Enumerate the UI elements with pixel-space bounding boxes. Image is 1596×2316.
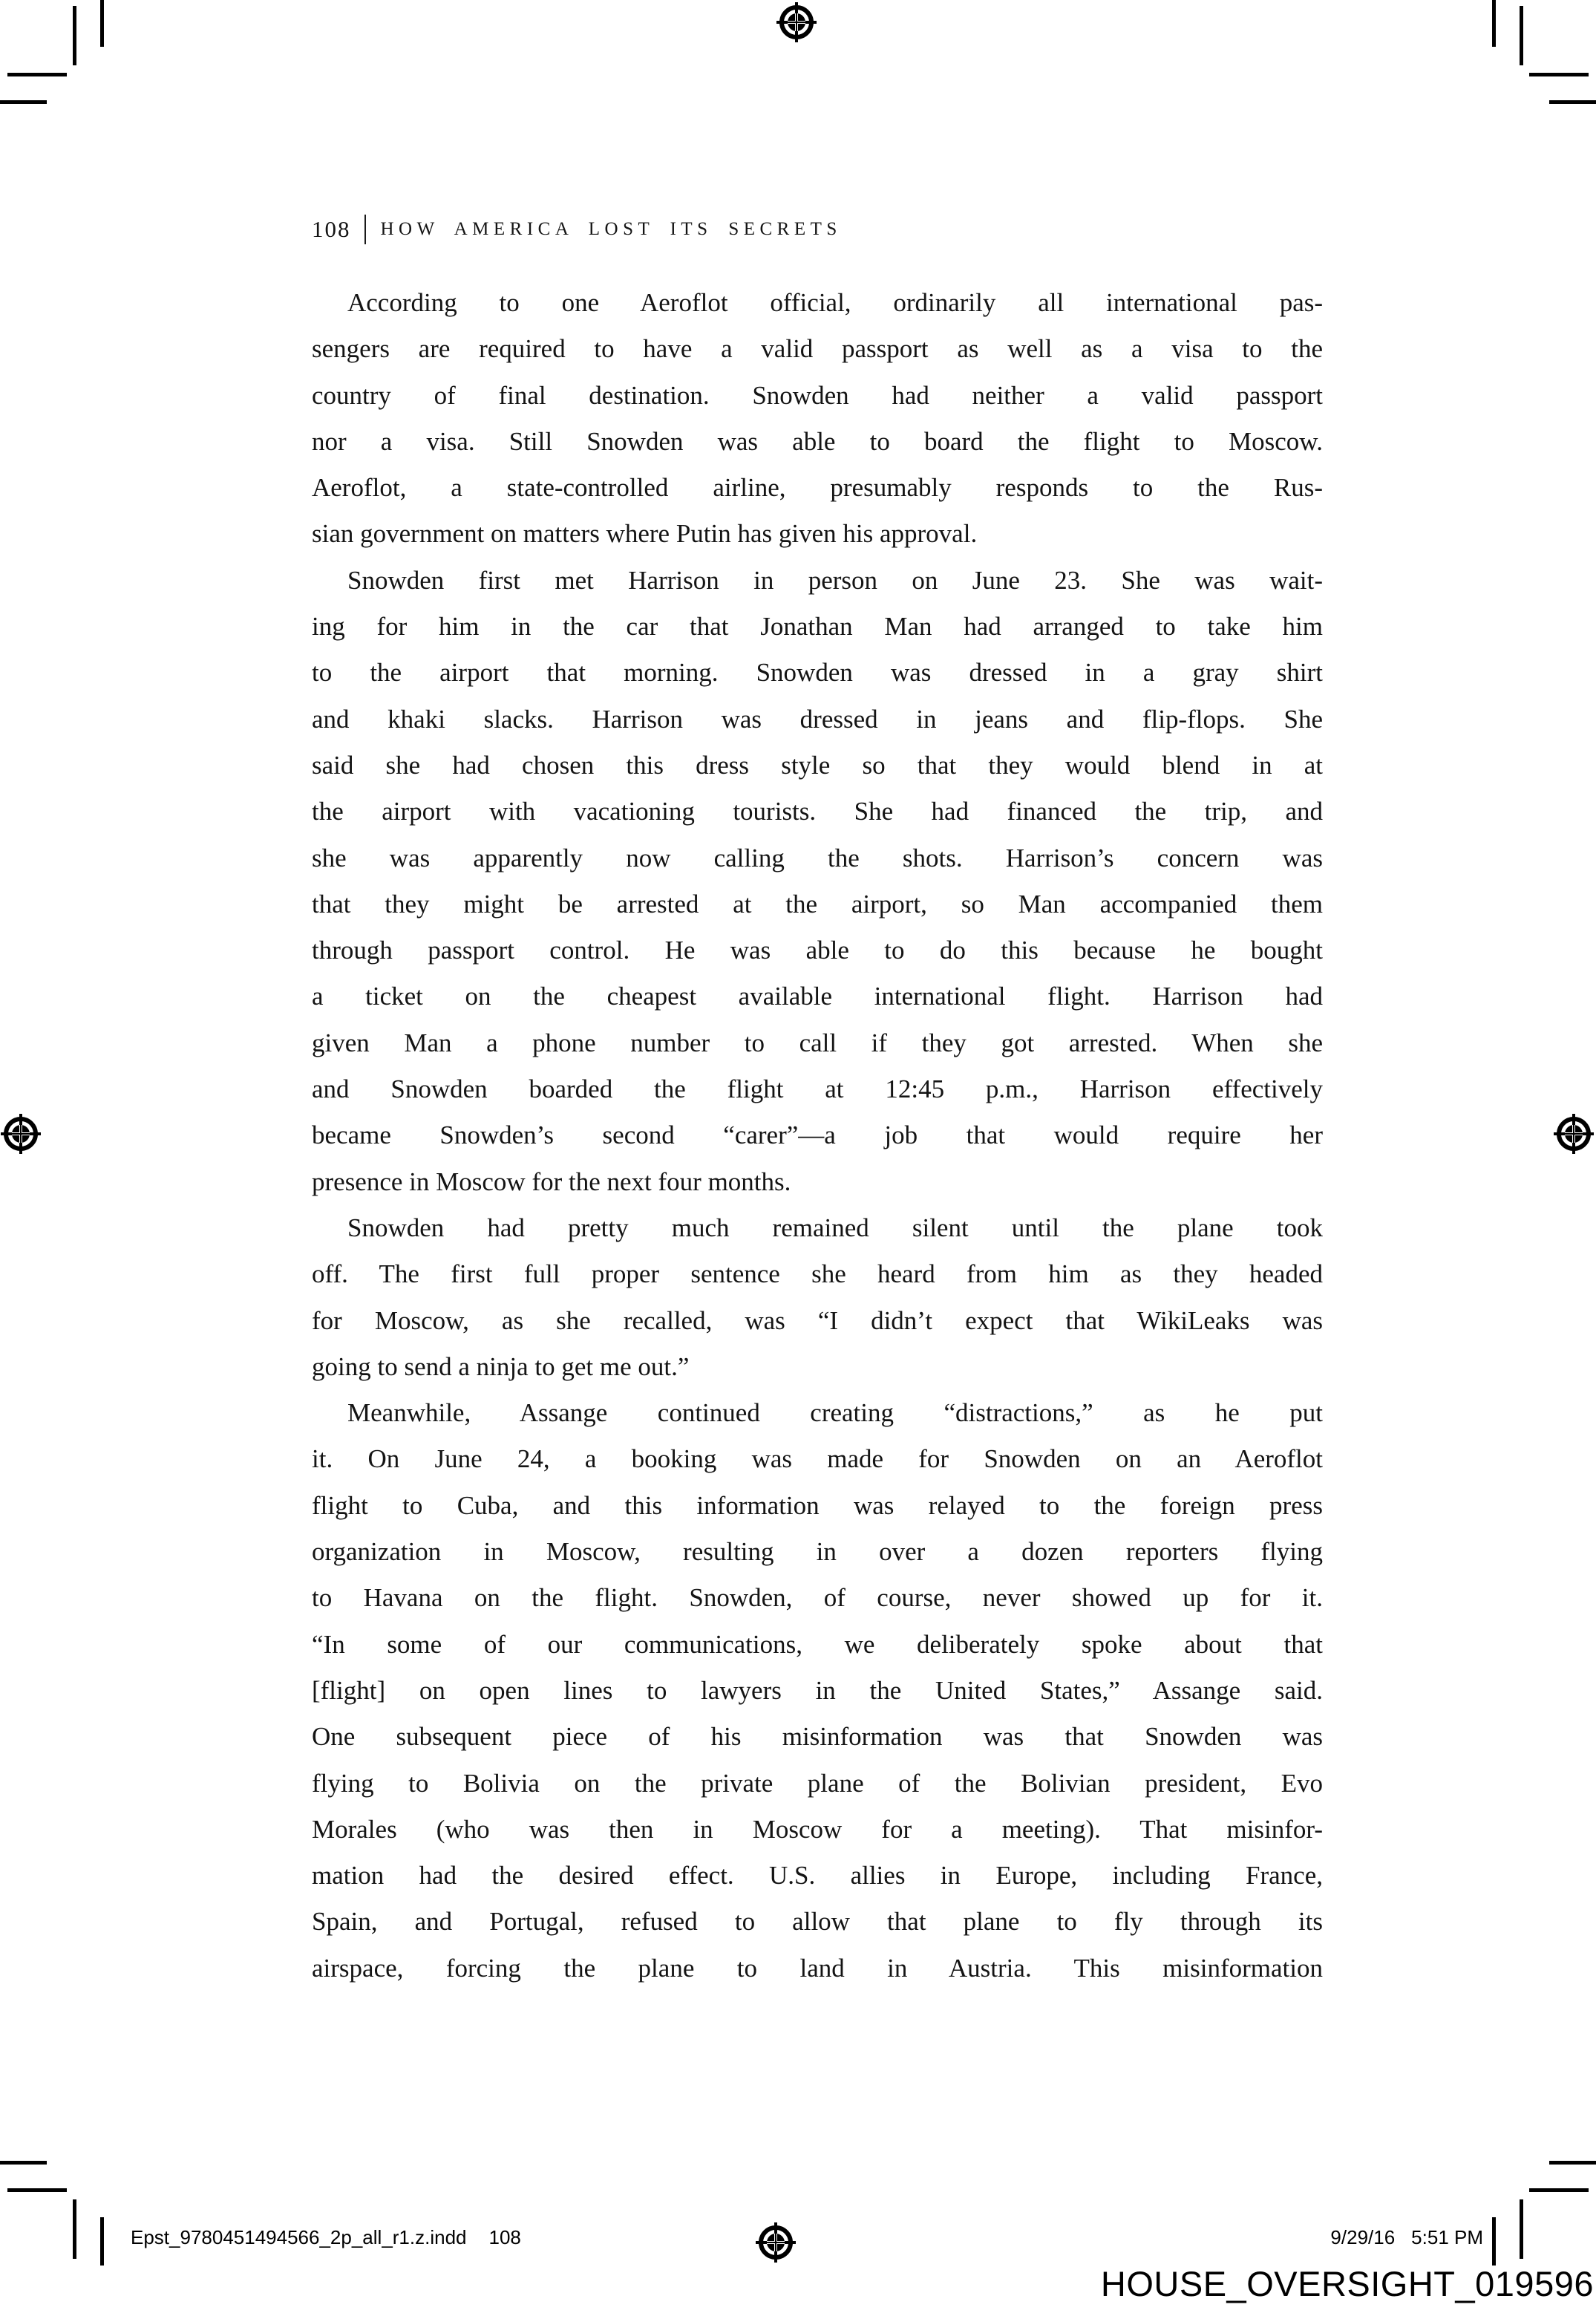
crop-mark — [0, 2161, 47, 2165]
crop-mark — [1520, 2199, 1523, 2259]
footer-date: 9/29/16 — [1330, 2226, 1396, 2248]
body-text — [312, 280, 1323, 1992]
text-line: off. The first full proper sentence she heard from him as they headed — [312, 1259, 1323, 1289]
text-line: Snowden first met Harrison in person on June 23. She was wait- — [347, 565, 1323, 595]
crop-mark — [73, 6, 76, 65]
text-line: According to one Aeroflot official, ordinarily all international pas- — [347, 288, 1323, 317]
registration-mark-icon — [774, 0, 819, 45]
text-line: a ticket on the cheapest available international flight. Harrison had — [312, 982, 1323, 1011]
text-line: One subsequent piece of his misinformation was that Snowden was — [312, 1722, 1323, 1752]
crop-mark — [7, 73, 67, 76]
text-line: said she had chosen this dress style so that they would blend in at — [312, 750, 1323, 780]
crop-mark — [100, 0, 104, 47]
footer-time: 5:51 PM — [1411, 2226, 1483, 2248]
text-line: and khaki slacks. Harrison was dressed in jeans and flip-flops. She — [312, 704, 1323, 734]
crop-mark — [1520, 6, 1523, 65]
footer-file-info — [131, 2226, 521, 2249]
text-line: Snowden had pretty much remained silent until the plane took — [347, 1213, 1323, 1242]
text-line: to Havana on the flight. Snowden, of course, never showed up for it. — [312, 1583, 1323, 1613]
oversight-watermark: HOUSE_OVERSIGHT_019596 — [1100, 2264, 1594, 2303]
text-line: sengers are required to have a valid passport as well as a visa to the — [312, 334, 1323, 364]
text-line: and Snowden boarded the flight at 12:45 p.m., Harrison effectively — [312, 1074, 1323, 1104]
crop-mark — [1529, 73, 1589, 76]
text-line: became Snowden’s second “carer”—a job that would require her — [312, 1121, 1323, 1150]
text-line: the airport with vacationing tourists. She had financed the trip, and — [312, 797, 1323, 826]
crop-mark — [1492, 2217, 1496, 2266]
text-line: through passport control. He was able to do this because he bought — [312, 936, 1323, 965]
crop-mark — [73, 2199, 76, 2259]
running-head — [312, 214, 1323, 245]
text-line: country of final destination. Snowden had neither a valid passport — [312, 380, 1323, 410]
text-line: ing for him in the car that Jonathan Man had arranged to take him — [312, 612, 1323, 642]
text-line: organization in Moscow, resulting in over a dozen reporters flying — [312, 1537, 1323, 1567]
text-line: sian government on matters where Putin has given his approval. — [312, 519, 978, 549]
crop-mark — [1549, 2161, 1596, 2165]
text-line: for Moscow, as she recalled, was “I didn’t expect that WikiLeaks was — [312, 1305, 1323, 1335]
text-line: Spain, and Portugal, refused to allow that plane to fly through its — [312, 1907, 1323, 1937]
footer-page-number: 108 — [488, 2226, 521, 2248]
registration-mark-icon — [0, 1112, 43, 1156]
text-line: presence in Moscow for the next four months. — [312, 1167, 791, 1196]
text-line: to the airport that morning. Snowden was dressed in a gray shirt — [312, 658, 1323, 688]
text-line: mation had the desired effect. U.S. allies in Europe, including France, — [312, 1861, 1323, 1891]
crop-mark — [0, 100, 47, 104]
text-line: going to send a ninja to get me out.” — [312, 1351, 690, 1381]
text-line: Aeroflot, a state-controlled airline, presumably responds to the Rus- — [312, 473, 1323, 503]
text-line: Meanwhile, Assange continued creating “distractions,” as he put — [347, 1398, 1323, 1428]
header-divider — [364, 215, 366, 244]
running-title: HOW AMERICA LOST ITS SECRETS — [380, 219, 842, 239]
footer-datetime — [1330, 2226, 1483, 2249]
text-line: Morales (who was then in Moscow for a meeting). That misinfor- — [312, 1814, 1323, 1844]
registration-mark-icon — [753, 2220, 798, 2265]
crop-mark — [1549, 100, 1596, 104]
text-line: that they might be arrested at the airport, so Man accompanied them — [312, 889, 1323, 919]
text-line: airspace, forcing the plane to land in Austria. This misinformation — [312, 1953, 1323, 1983]
text-line: given Man a phone number to call if they got arrested. When she — [312, 1028, 1323, 1057]
text-line: she was apparently now calling the shots. Harrison’s concern was — [312, 843, 1323, 872]
crop-mark — [1492, 0, 1496, 47]
text-line: nor a visa. Still Snowden was able to board the flight to Moscow. — [312, 426, 1323, 456]
footer-file-name: Epst_9780451494566_2p_all_r1.z.indd — [131, 2226, 467, 2248]
text-line: flying to Bolivia on the private plane of the Bolivian president, Evo — [312, 1768, 1323, 1798]
crop-mark — [100, 2217, 104, 2266]
text-line: it. On June 24, a booking was made for Snowden on an Aeroflot — [312, 1444, 1323, 1474]
registration-mark-icon — [1551, 1112, 1596, 1156]
text-line: flight to Cuba, and this information was relayed to the foreign press — [312, 1490, 1323, 1520]
text-line: “In some of our communications, we deliberately spoke about that — [312, 1629, 1323, 1659]
text-line: [flight] on open lines to lawyers in the United States,” Assange said. — [312, 1675, 1323, 1705]
crop-mark — [7, 2188, 67, 2192]
page-number: 108 — [312, 216, 351, 242]
crop-mark — [1529, 2188, 1589, 2192]
